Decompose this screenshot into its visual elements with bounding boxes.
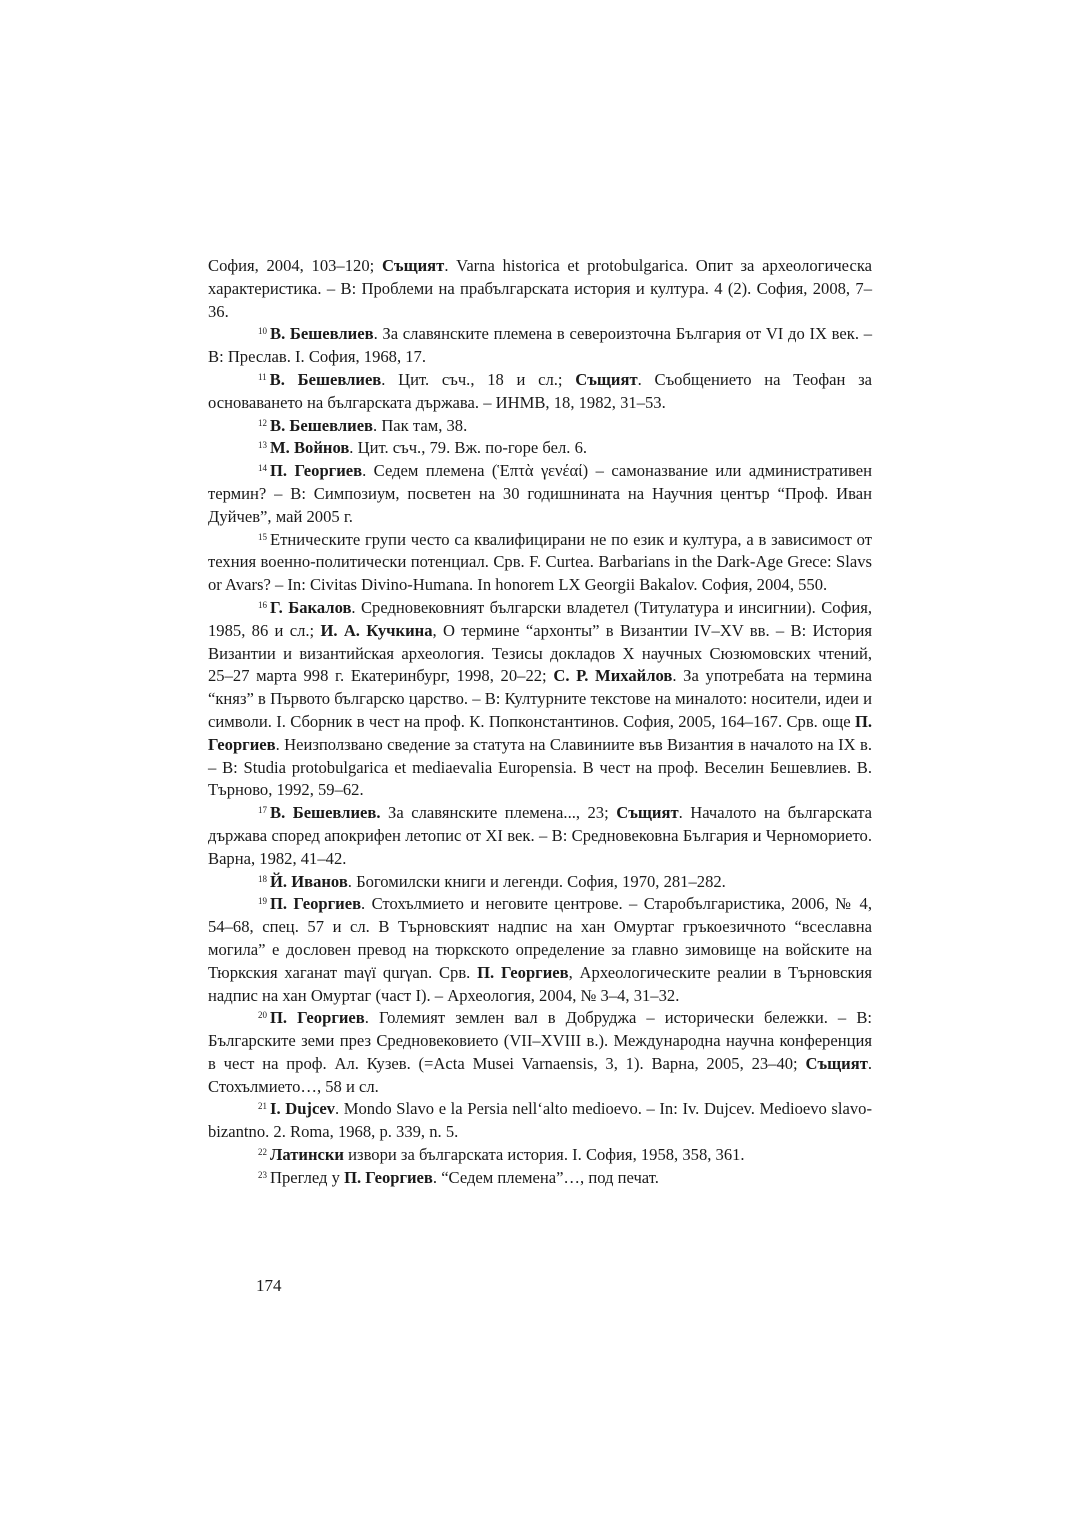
footnote-number: 19 xyxy=(258,896,267,907)
footnote-11: $^{11}$ В. Бешевлиев. Цит. съч., 18 и сл.; Същият. Съобщението на Теофан за основаването на българската държава. – ИНМВ, 18, 1982, 31–53. xyxy=(208,369,872,412)
footnote-continuation: София, 2004, 103–120; Същият. Varna historica et protobulgarica. Опит за археологическа характеристика. – В: Проблеми на прабългарската история и култура. 4 (2). София, 2008, 7–36. xyxy=(208,256,872,321)
footnote-12: $^{12}$ В. Бешевлиев. Пак там, 38. xyxy=(258,415,468,435)
footnote-23: $^{23}$ Преглед у П. Георгиев. “Седем племена”…, под печат. xyxy=(258,1167,659,1187)
footnote-13: $^{13}$ М. Войнов. Цит. съч., 79. Вж. по-горе бел. 6. xyxy=(258,438,588,458)
footnote-number: 23 xyxy=(258,1169,267,1180)
footnote-22: $^{22}$ Латински извори за българската история. І. София, 1958, 358, 361. xyxy=(258,1145,745,1165)
footnote-number: 21 xyxy=(258,1101,267,1112)
footnote-number: 15 xyxy=(258,531,267,542)
footnote-14: $^{14}$ П. Георгиев. Седем племена (Ἑπτὰ γενέαί) – самоназвание или административен термин? – В: Симпозиум, посветен на 30 годишнината на Научния център “Проф. Иван Дуйчев”, май 2005 г. xyxy=(208,461,872,526)
footnotes-block xyxy=(208,255,872,1190)
footnote-number: 17 xyxy=(258,805,267,816)
footnote-number: 12 xyxy=(258,417,267,428)
page-number: 174 xyxy=(256,1276,282,1295)
footnote-10: $^{10}$ В. Бешевлиев. За славянските племена в североизточна България от VI до IX век. – В: Преслав. І. София, 1968, 17. xyxy=(208,324,872,367)
footnote-17: $^{17}$ В. Бешевлиев. За славянските племена..., 23; Същият. Началото на българската държава според апокрифен летопис от XI век. – В: Средновековна България и Черноморието. Варна, 1982, 41–42. xyxy=(208,803,873,868)
footnote-16: $^{16}$ Г. Бакалов. Средновековният български владетел (Титулатура и инсигнии). София, 1985, 86 и сл.; И. А. Кучкина, О термине “архонты” в Византии IV–XV вв. – В: История Византии и византийская археология. Тезисы докладов Х научных Сюзюмовских чтений, 25–27 марта 998 г. Екатеринбург, 1998, 20–22; С. Р. Михайлов. За употребата на термина “княз” в Първото българско царство. – В: Културните текстове на миналото: носители, идеи и символи. І. Сборник в чест на проф. К. Попконстантинов. София, 2005, 164–167. Срв. още П. Георгиев. Неизползвано сведение за статута на Славиниите във Византия в началото на IX в. – В: Studia protobulgarica et mediaevalia Europensia. В чест на проф. Веселин Бешевлиев. В. Търново, 1992, 59–62. xyxy=(208,597,873,800)
footnote-15: $^{15}$ Етническите групи често са квалифицирани не по език и култура, а в зависимост от техния военно-политически потенциал. Срв. F. Curtea. Barbarians in the Dark-Age Grece: Slavs or Avars? – In: Civitas Divino-Humana. In honorem LX Georgii Bakalov. София, 2004, 550. xyxy=(208,529,872,595)
footnote-number: 14 xyxy=(258,463,267,474)
footnote-20: $^{20}$ П. Георгиев. Големият землен вал в Добруджа – исторически бележки. – В: Българските земи през Средновековието (VII–XVIII в.). Международна научна конференция в чест на проф. Ал. Кузев. (=Acta Musei Varnaensis, 3, 1). Варна, 2005, 23–40; Същият. Стохълмието…, 58 и сл. xyxy=(208,1008,872,1096)
footnote-number: 16 xyxy=(258,599,267,610)
footnote-number: 11 xyxy=(258,371,267,382)
footnote-19: $^{19}$ П. Георгиев. Стохълмието и неговите центрове. – Старобългаристика, 2006, № 4, 54–68, спец. 57 и сл. В Търновският надпис на хан Омуртаг гръкоезичното “всеславна могила” е дословен превод на тюркското определение за главно зимовище на войските на Тюркския хаганат maγï qurγan. Срв. П. Георгиев, Археологическите реалии в Търновския надпис на хан Омуртаг (част І). – Археология, 2004, № 3–4, 31–32. xyxy=(208,894,873,1005)
footnote-21: $^{21}$ I. Dujcev. Mondo Slavo e la Persia nell‘alto medioevo. – In: Iv. Dujcev. Medioevo slavo-bizantno. 2. Roma, 1968, p. 339, n. 5. xyxy=(208,1099,872,1142)
footnote-number: 20 xyxy=(258,1010,267,1021)
footnote-number: 18 xyxy=(258,873,267,884)
footnote-number: 22 xyxy=(258,1147,267,1158)
footnote-18: $^{18}$ Й. Иванов. Богомилски книги и легенди. София, 1970, 281–282. xyxy=(258,871,726,891)
footnote-number: 10 xyxy=(258,326,267,337)
footnote-number: 13 xyxy=(258,440,267,451)
